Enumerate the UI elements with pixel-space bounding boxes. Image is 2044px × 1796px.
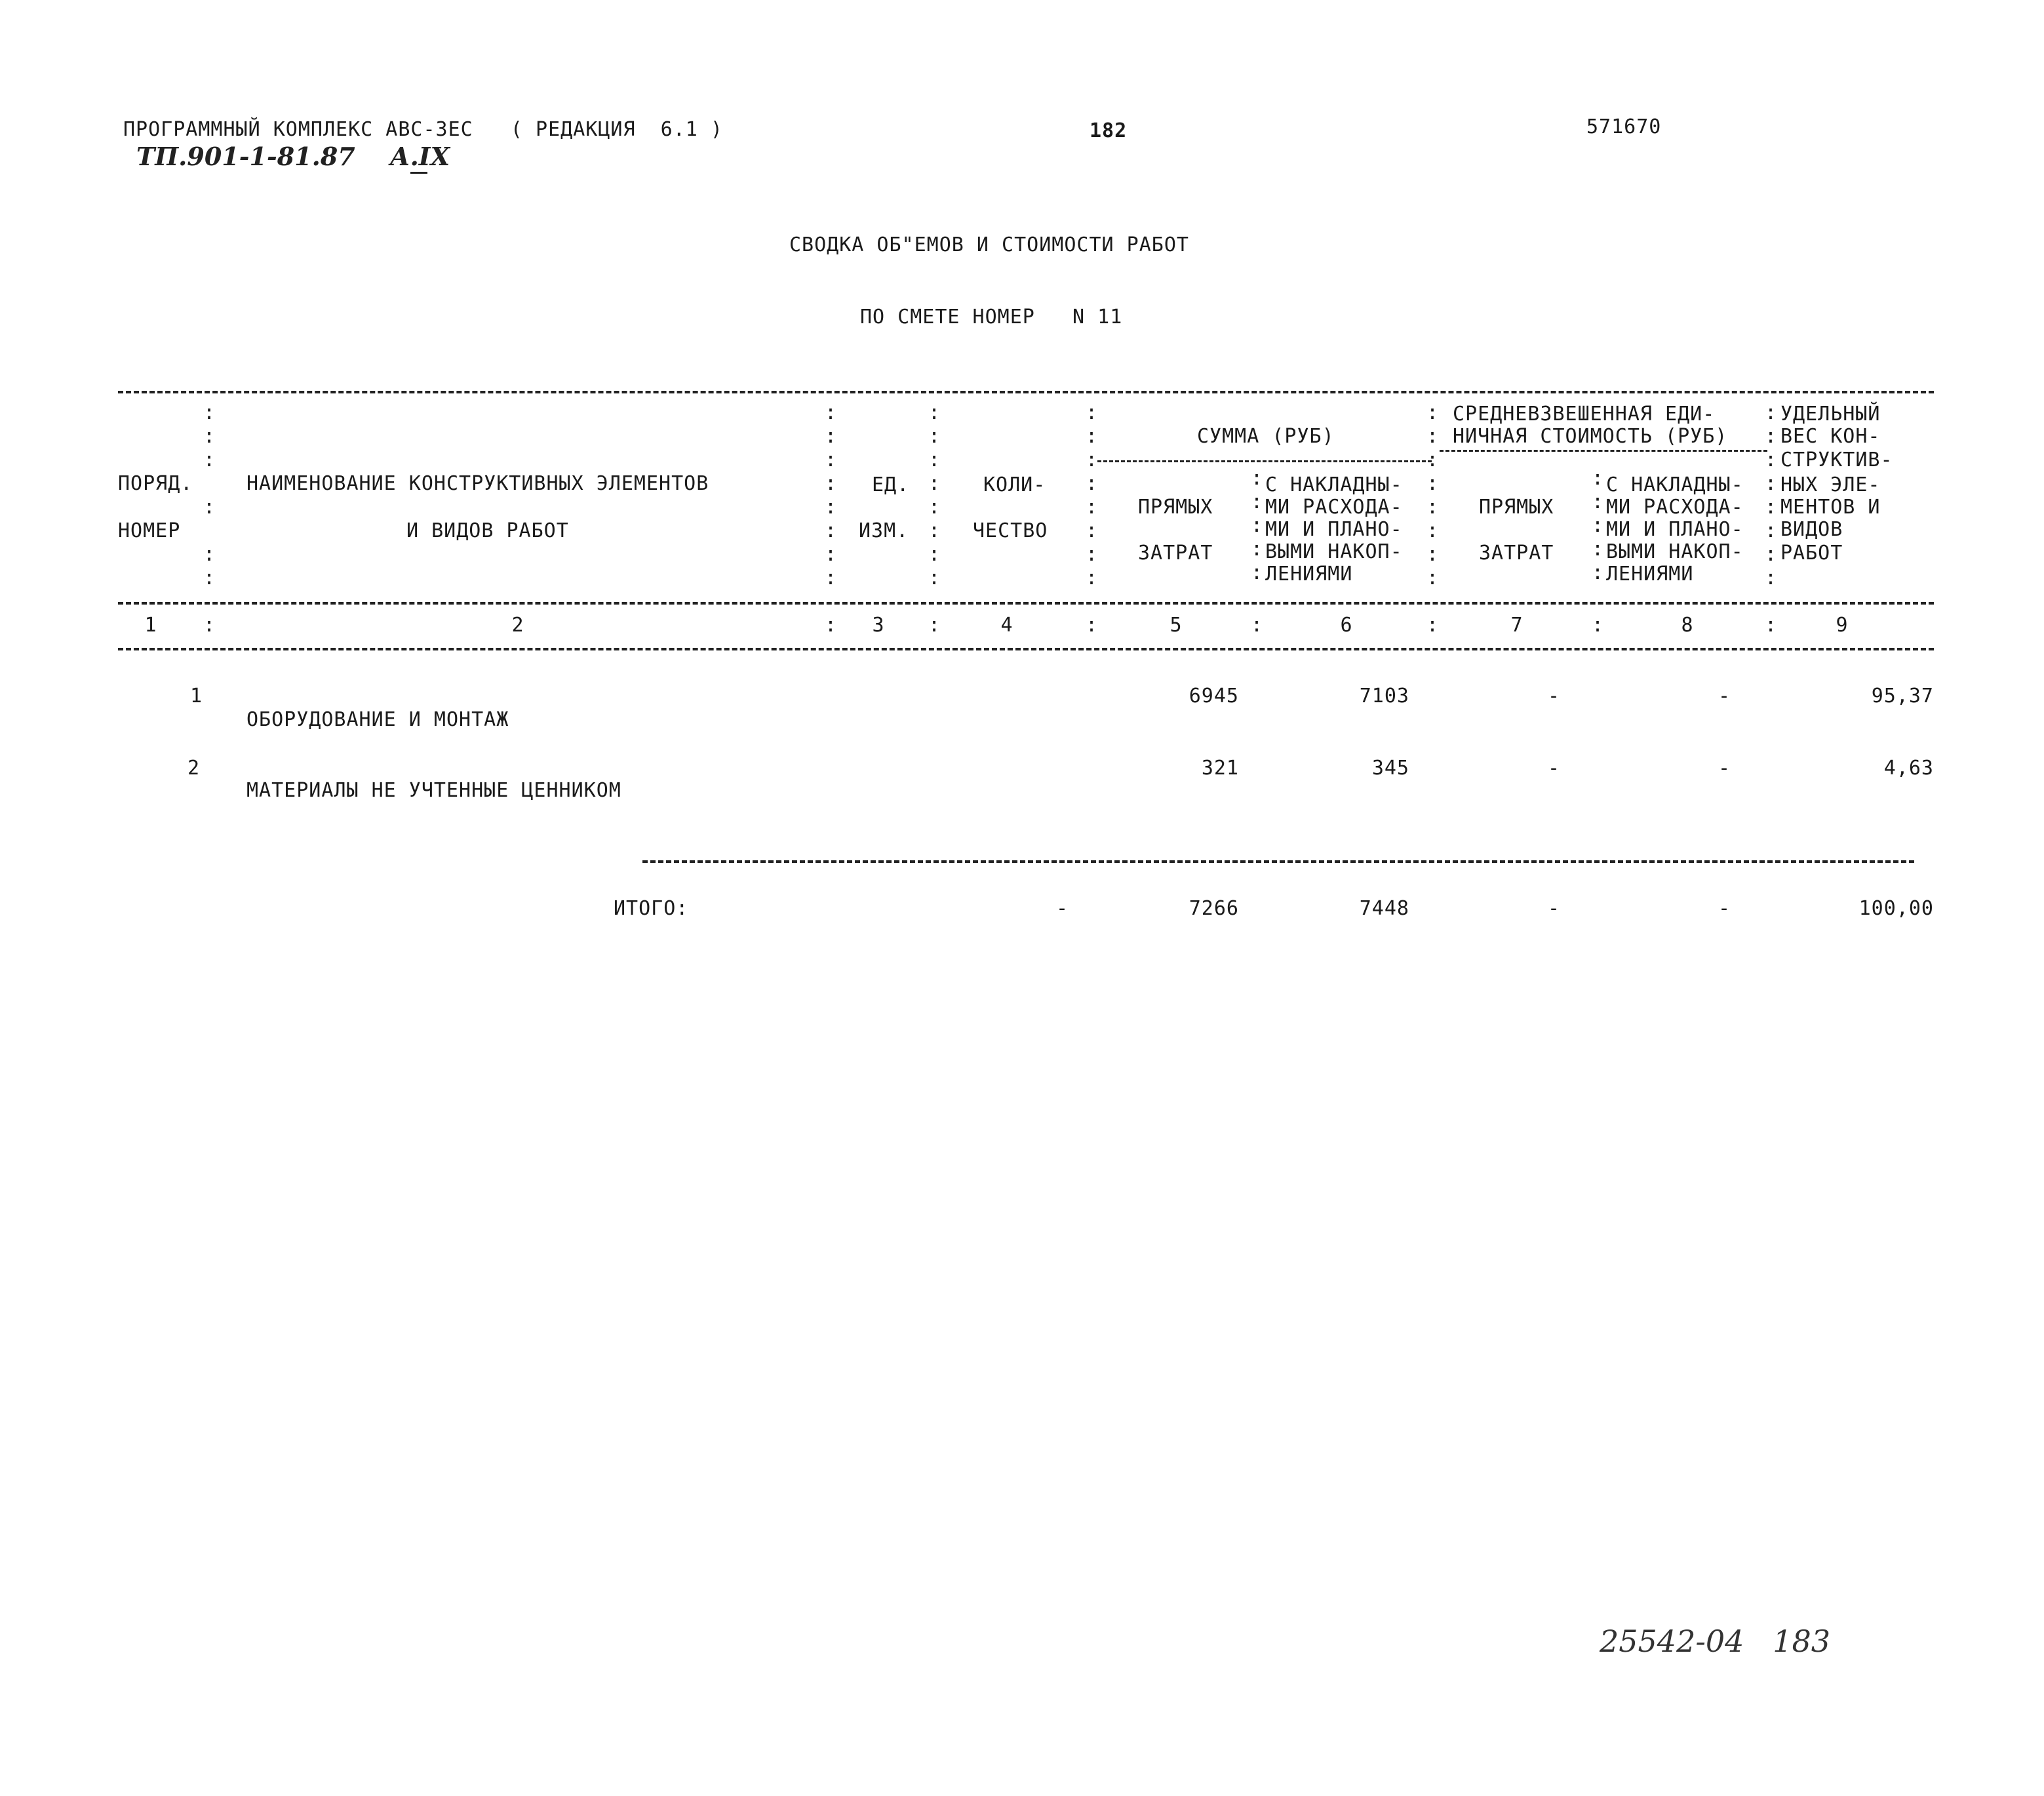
col-separator-6: : : : : : : : : [1426,401,1439,589]
row-avg-direct: - [1547,757,1560,780]
header-unit-line1: ЕД. [872,473,910,496]
header-name-line2: И ВИДОВ РАБОТ [406,519,569,542]
header-quantity-line2: ЧЕСТВО [973,519,1048,542]
handwritten-reference-underline [410,172,427,174]
column-number-9: 9 [1836,614,1849,637]
total-rule [642,860,1914,863]
row-weight: 95,37 [1871,685,1934,708]
avg-group-rule [1440,450,1767,452]
header-weight-2: ВЕС КОН- [1780,425,1881,448]
row-name: ОБОРУДОВАНИЕ И МОНТАЖ [246,708,509,731]
column-number-separator-6: : [1426,614,1439,637]
header-order-number-line2: НОМЕР [118,519,181,542]
header-avg-overhead-5: ЛЕНИЯМИ [1606,563,1694,586]
total-avg-overhead: - [1718,897,1731,920]
header-order-number-line1: ПОРЯД. [118,472,193,495]
column-number-5: 5 [1169,614,1183,637]
column-numbers-rule [118,648,1934,650]
column-number-separator-2: : [825,614,837,637]
col-separator-7: : : : : : [1592,467,1604,584]
header-weight-4: НЫХ ЭЛЕ- [1780,473,1881,496]
header-avg-overhead-4: ВЫМИ НАКОП- [1606,540,1744,563]
header-avg-overhead-2: МИ РАСХОДА- [1606,496,1744,519]
row-name: МАТЕРИАЛЫ НЕ УЧТЕННЫЕ ЦЕННИКОМ [246,779,621,802]
header-weight-6: ВИДОВ [1780,518,1843,541]
estimate-number: ПО СМЕТЕ НОМЕР N 11 [860,306,1123,329]
header-weight-5: МЕНТОВ И [1780,496,1881,519]
header-weight-3: СТРУКТИВ- [1780,449,1893,471]
header-sum-direct-line1: ПРЯМЫХ [1138,496,1213,519]
column-number-6: 6 [1340,614,1353,637]
row-avg-overhead: - [1718,757,1731,780]
column-number-separator-4: : [1086,614,1098,637]
total-weight: 100,00 [1858,897,1934,920]
row-overhead-cost: 345 [1371,757,1409,780]
header-sum-overhead-1: С НАКЛАДНЫ- [1265,473,1403,496]
total-avg-direct: - [1547,897,1560,920]
col-separator-8: : : : : : : : : [1765,401,1777,589]
header-weight-1: УДЕЛЬНЫЙ [1780,403,1881,426]
col-separator-1: : : : : : : [203,401,216,589]
sum-group-rule [1097,460,1432,462]
column-number-separator-7: : [1592,614,1604,637]
header-sum-overhead-4: ВЫМИ НАКОП- [1265,540,1403,563]
document-code: 571670 [1586,115,1662,138]
row-number: 2 [187,757,201,780]
col-separator-2: : : : : : : : : [825,401,837,589]
column-number-2: 2 [511,614,524,637]
page-number: 182 [1090,119,1128,142]
document-title: СВОДКА ОБ"ЕМОВ И СТОИМОСТИ РАБОТ [789,233,1189,256]
total-quantity: - [1055,897,1069,920]
header-avg-overhead-1: С НАКЛАДНЫ- [1606,473,1744,496]
column-number-8: 8 [1681,614,1694,637]
header-sum-overhead-2: МИ РАСХОДА- [1265,496,1403,519]
column-number-3: 3 [872,614,885,637]
header-sum-direct-line2: ЗАТРАТ [1138,542,1213,565]
column-number-separator-1: : [203,614,216,637]
row-direct-cost: 6945 [1189,685,1239,708]
header-avg-group-line2: НИЧНАЯ СТОИМОСТЬ (РУБ) [1453,425,1728,448]
handwritten-reference: ТП.901-1-81.87 А.IX [136,142,450,171]
row-avg-direct: - [1547,685,1560,708]
column-number-4: 4 [1000,614,1013,637]
header-avg-overhead-3: МИ И ПЛАНО- [1606,518,1744,541]
row-number: 1 [190,685,203,708]
total-direct-cost: 7266 [1189,897,1239,920]
row-overhead-cost: 7103 [1359,685,1409,708]
row-weight: 4,63 [1883,757,1934,780]
header-sum-overhead-3: МИ И ПЛАНО- [1265,518,1403,541]
table-top-rule [118,391,1934,393]
header-sum-group: СУММА (РУБ) [1197,425,1335,448]
column-number-7: 7 [1510,614,1523,637]
header-avg-group-line1: СРЕДНЕВЗВЕШЕННАЯ ЕДИ- [1453,403,1716,426]
program-line: ПРОГРАММНЫЙ КОМПЛЕКС АВС-3ЕС ( РЕДАКЦИЯ 6.1 ) [123,118,723,141]
column-number-1: 1 [144,614,157,637]
header-quantity-line1: КОЛИ- [983,473,1046,496]
header-weight-7: РАБОТ [1780,542,1843,565]
header-name-line1: НАИМЕНОВАНИЕ КОНСТРУКТИВНЫХ ЭЛЕМЕНТОВ [246,472,709,495]
header-unit-line2: ИЗМ. [859,519,909,542]
col-separator-5: : : : : : [1251,467,1263,584]
column-number-separator-8: : [1765,614,1777,637]
handwritten-stamp: 25542-04 183 [1600,1624,1831,1659]
col-separator-3: : : : : : : : : [928,401,941,589]
col-separator-4: : : : : : : : : [1086,401,1098,589]
total-label: ИТОГО: [614,897,689,920]
header-bottom-rule [118,602,1934,605]
header-avg-direct-line2: ЗАТРАТ [1479,542,1554,565]
row-direct-cost: 321 [1201,757,1239,780]
column-number-separator-3: : [928,614,941,637]
header-sum-overhead-5: ЛЕНИЯМИ [1265,563,1353,586]
row-avg-overhead: - [1718,685,1731,708]
total-overhead-cost: 7448 [1359,897,1409,920]
header-avg-direct-line1: ПРЯМЫХ [1479,496,1554,519]
column-number-separator-5: : [1251,614,1263,637]
